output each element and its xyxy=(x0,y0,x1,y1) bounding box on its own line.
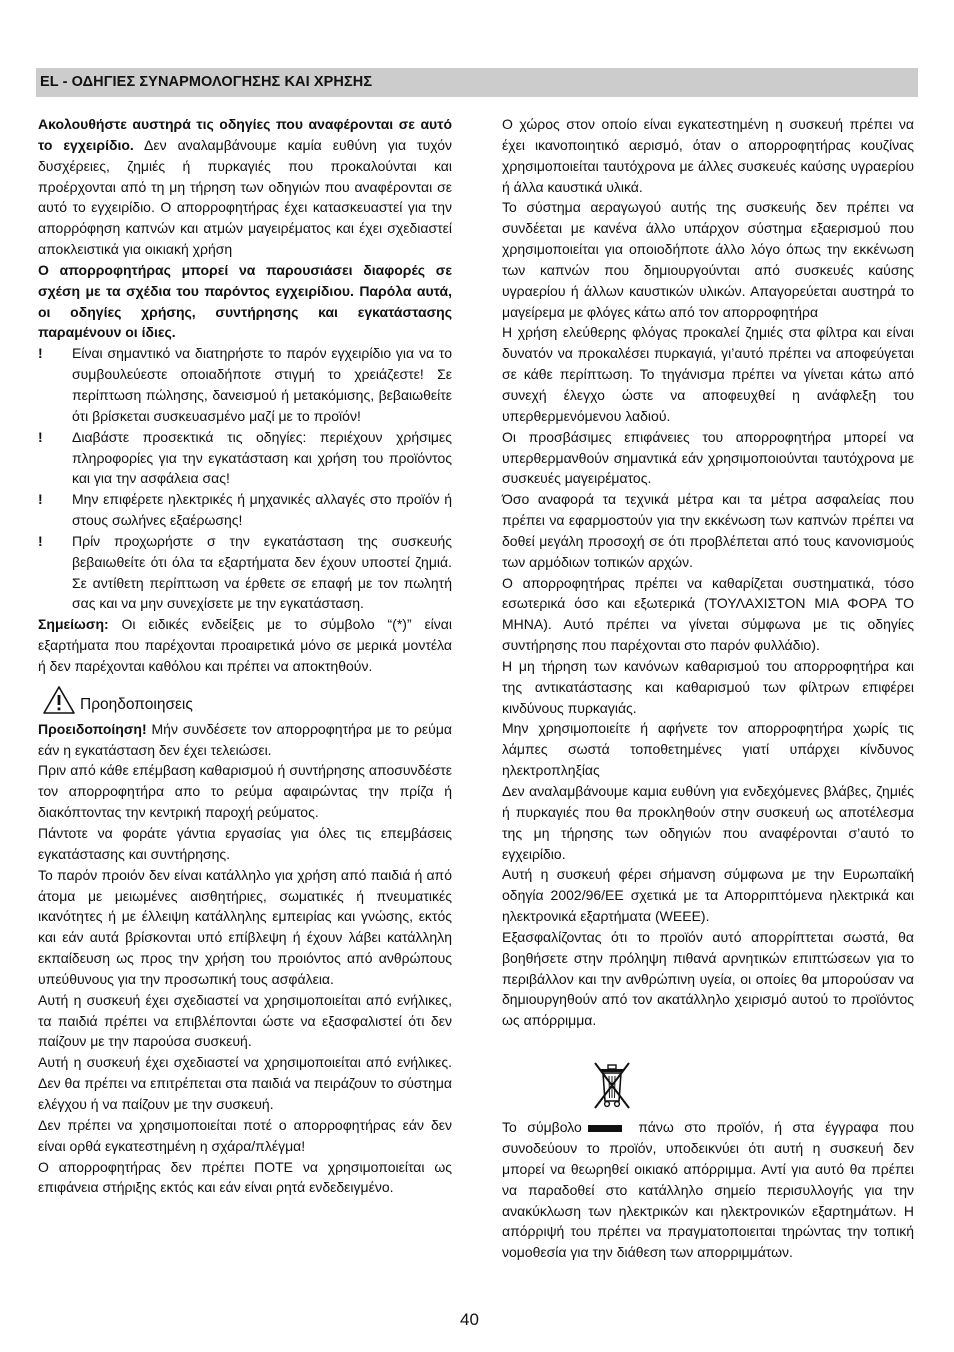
page-number: 40 xyxy=(460,1310,479,1329)
text-paragraph: Το σύστημα αεραγωγού αυτής της συσκευής δεν πρέπει να συνδέεται με κανένα άλλο υπάρχον σύστημα εξαερισμού που χρησιμοποιείται για οποιοδήποτε άλλο λόγο όπως την εκκένωση των καπνών που δημιουργούνται από συσκευές καύσης υγραερίου ή άλλων καυστικών υλικών. Απαγορεύεται αυστηρά το μαγείρεμα με φλόγες κάτω από τον απορροφητήρα xyxy=(502,199,914,320)
warnings-heading-text: Προηδοποιησεις xyxy=(80,695,193,713)
bullet-item: ! Διαβάστε προσεκτικά τις οδηγίες: περιέχουν χρήσιμες πληροφορίες για την εγκατάσταση και χρήση του προϊόντος και για την ασφάλεια σας! xyxy=(38,428,452,487)
text-paragraph: Οι προσβάσιμες επιφάνειες του απορροφητήρα μπορεί να υπερθερμανθούν σημαντικά εάν χρησιμοποιούνται ταυτόχρονα με συσκευές μαγειρέματος. xyxy=(502,428,914,487)
text-paragraph: Η χρήση ελεύθερης φλόγας προκαλεί ζημιές στα φίλτρα και είναι δυνατόν να προκαλέσει πυρκαγιά, γι’αυτό πρέπει να αποφεύγεται σε κάθε περίπτωση. Το τηγάνισμα πρέπει να γίνεται κάτω από συνεχή έλεγχο ώστε να αποφευχθεί η ανάφλεξη του υπερθερμενόμενου λαδιού. xyxy=(502,324,914,424)
text-paragraph: Δεν πρέπει να χρησιμοποιείται ποτέ ο απορροφητήρας εάν δεν είναι ορθά εγκατεστημένη η σχάρα/πλέγμα! xyxy=(38,1116,452,1154)
intro-rest: Δεν αναλαμβάνουμε καμία ευθύνη για τυχόν δυσχέρειες, ζημιές ή πυρκαγιές που προκαλούνται και προέρχονται από τη μη τήρηση των οδηγιών που αναφέρονται σε αυτό το εγχειρίδιο. Ο απορροφητήρας έχει κατασκευαστεί για την απορρόφηση καπνών και ατμών μαγειρέματος και έχει σχεδιαστεί αποκλειστικά για οικιακή χρήση xyxy=(38,136,452,258)
left-column xyxy=(38,114,452,1198)
warning-triangle-icon xyxy=(42,685,76,715)
text-paragraph: Εξασφαλίζοντας ότι το προϊόν αυτό απορρίπτεται σωστά, θα βοηθήσετε στην πρόληψη πιθανά αρνητικών επιπτώσεων για το περιβάλλον και την ανθρώπινη υγεία, οι οποίες θα μπορούσαν να δημιουργηθούν από τον ακατάλληλο χειρισμό αυτού το προϊόντος ως απόρριμμα. xyxy=(502,928,914,1029)
weee-paragraph: Το σύμβολο πάνω στο προϊόν, ή στα έγγραφα που συνοδεύουν το προϊόν, υποδεικνύει ότι αυτή η συσκευή δεν μπορεί να θεωρηθεί οικιακό απόρριμμα. Αντί για αυτό θα πρέπει να παραδοθεί στο κατάλληλο σημείο περισυλλογής για την ανακύκλωση των ηλεκτρικών και ηλεκτρονικών εξαρτημάτων. Η απόρριψή του πρέπει να πραγματοποιειται τηρώντας την τοπική νομοθεσία για την διάθεση των απορριμμάτων. xyxy=(502,1119,914,1261)
text-paragraph: Το παρόν προιόν δεν είναι κατάλληλο για χρήση από παιδιά ή από άτομα με μειωμένες αισθητήριες, σωματικές ή πνευματικές ικανότητες ή με έλλειψη κατάλληλης εμπειρίας και γνώσης, εκτός και εάν αυτά βρίσκονται υπό επίβλεψη ή έχουν λάβει κατάλληλη εκπαίδευση ως προς την χρήση του προιόντος από ανθρώπους υπεύθυνους για την προσωπική τους ασφάλεια. xyxy=(38,866,452,987)
exclamation-mark: ! xyxy=(38,428,43,445)
note-label: Σημείωση: xyxy=(38,616,109,633)
caution-label: Προειδοποίηση! xyxy=(38,720,147,737)
right-column xyxy=(502,114,914,1263)
text-paragraph: Δεν αναλαμβάνουμε καμια ευθύνη για ενδεχόμενες βλάβες, ζημιές ή πυρκαγιές που θα προκληθούν στην συσκευή ως αποτέλεσμα της μη τήρησης των οδηγιών που αναφέρονται σ’αυτό το εγχειρίδιο. xyxy=(502,783,914,862)
design-difference-note: Ο απορροφητήρας μπορεί να παρουσιάσει διαφορές σε σχέση με τα σχέδια του παρόντος εγχειρίδιου. Παρόλα αυτά, οι οδηγίες χρήσης, συντήρησης και εγκατάστασης παραμένουν οι ίδιες. xyxy=(38,261,452,341)
symbol-lead: Το σύμβολο xyxy=(502,1119,582,1136)
section-header-bar xyxy=(36,68,918,97)
black-bar-icon xyxy=(588,1125,622,1132)
weee-symbol xyxy=(502,1061,914,1117)
bullet-item: ! Πρίν προχωρήστε σ την εγκατάσταση της συσκευής βεβαιωθείτε ότι όλα τα εξαρτήματα δεν έχουν υποστεί ζημιά. Σε αντίθετη περίπτωση να έρθετε σε επαφή με τον πωλητή σας και να μην συνεχίσετε με την εγκατάσταση. xyxy=(38,532,452,612)
section-title: EL - ΟΔΗΓΙΕΣ ΣΥΝΑΡΜΟΛΟΓΗΣΗΣ ΚΑΙ ΧΡΗΣΗΣ xyxy=(40,74,373,90)
bullet-item: ! Μην επιφέρετε ηλεκτρικές ή μηχανικές αλλαγές στο προϊόν ή στους σωλήνες εξαέρωσης! xyxy=(38,491,452,529)
text-paragraph: Αυτή η συσκευή έχει σχεδιαστεί να χρησιμοποιείται από ενήλικες. Δεν θα πρέπει να επιτρέπεται στα παιδιά να πειράζουν το σύστημα ελέγχου ή να παίζουν με την συσκευή. xyxy=(38,1054,452,1112)
intro-bold: Ακολουθήστε αυστηρά τις οδηγίες που αναφέρονται σε αυτό το εγχειρίδιο. xyxy=(38,116,452,153)
text-paragraph: Αυτή η συσκευή φέρει σήμανση σύμφωνα με την Ευρωπαϊκή οδηγία 2002/96/ΕΕ σχετικά με τα Απορριπτόμενα ηλεκτρικά και ηλεκτρονικά εξαρτήματα (WEEE). xyxy=(502,866,914,925)
text-paragraph: Ο απορροφητήρας πρέπει να καθαρίζεται συστηματικά, τόσο εσωτερικά όσο και εξωτερικά (ΤΟΥΛΑΧΙΣΤΟΝ ΜΙΑ ΦΟΡΑ ΤΟ ΜΗΝΑ). Αυτό πρέπει να γίνεται σύμφωνα με τις οδηγίες συντήρησης που παρέχονται στο παρόν φυλλάδιο). xyxy=(502,574,914,654)
text-paragraph: Πριν από κάθε επέμβαση καθαρισμού ή συντήρησης αποσυνδέστε τον απορροφητήρα απο το ρεύμα αφαιρώντας την πρίζα ή διακόπτοντας την κεντρική παροχή ρεύματος. xyxy=(38,762,452,821)
text-paragraph: Ο χώρος στον οποίο είναι εγκατεστημένη η συσκευή πρέπει να έχει ικανοποιητικό αερισμό, όταν ο απορροφητήρας κουζίνας χρησιμοποιείται ταυτόχρονα με άλλες συσκευές καύσης υγραερίου ή άλλα καυστικά υλικά. xyxy=(502,116,914,195)
crossed-bin-icon xyxy=(592,1061,632,1111)
exclamation-mark: ! xyxy=(38,532,43,549)
exclamation-mark: ! xyxy=(38,345,43,362)
note-paragraph: Σημείωση: Οι ειδικές ενδείξεις με το σύμβολο “(*)” είναι εξαρτήματα που παρέχονται προαιρετικά μόνο σε μερικά μοντέλα ή δεν παρέχονται καθόλου και πρέπει να αποκτηθούν. xyxy=(38,616,452,674)
text-paragraph: Η μη τήρηση των κανόνων καθαρισμού του απορροφητήρα και της αντικατάστασης και καθαρισμού των φίλτρων επιφέρει κινδύνους πυρκαγιάς. xyxy=(502,657,914,716)
text-paragraph: Αυτή η συσκευή έχει σχεδιαστεί να χρησιμοποιείται από ενήλικες, τα παιδιά πρέπει να επιβλέπονται ώστε να εξασφαλιστεί ότι δεν παίζουν με την παρούσα συσκευή. xyxy=(38,991,452,1050)
warnings-heading xyxy=(38,685,452,717)
text-paragraph: Όσο αναφορά τα τεχνικά μέτρα και τα μέτρα ασφαλείας που πρέπει να εφαρμοστούν για την εκκένωση των καπνών πρέπει να δοθεί μεγάλη προσοχή σε ότι προβλέπεται από τους κανονισμούς των αρμόδιων τοπικών αρχών. xyxy=(502,491,914,570)
text-paragraph: Ο απορροφητήρας δεν πρέπει ΠΟΤΕ να χρησιμοποιείται ως επιφάνεια στήριξης εκτός και εάν είναι ρητά ενδεδειγμένο. xyxy=(38,1158,452,1196)
caution-paragraph: Προειδοποίηση! Μήν συνδέσετε τον απορροφητήρα με το ρεύμα εάν η εγκατάσταση δεν έχει τελειώσει. xyxy=(38,720,452,758)
intro-paragraph xyxy=(38,114,452,260)
text-paragraph: Πάντοτε να φοράτε γάντια εργασίας για όλες τις επεμβάσεις εγκατάστασης και συντήρησης. xyxy=(38,825,452,862)
bullet-item: ! Είναι σημαντικό να διατηρήστε το παρόν εγχειρίδιο για να το συμβουλεύεστε οποιαδήποτε στιγμή το χρειάζεστε! Σε περίπτωση πώλησης, δανεισμού ή μετακόμισης, βεβαιωθείτε ότι βρίσκεται συσκευασμένο μαζί με το προϊόν! xyxy=(38,345,452,424)
text-paragraph: Μην χρησιμοποιείτε ή αφήνετε τον απορροφητήρα χωρίς τις λάμπες σωστά τοποθετημένες γιατί υπάρχει κίνδυνος ηλεκτροπληξίας xyxy=(502,720,914,779)
exclamation-mark: ! xyxy=(38,491,43,508)
